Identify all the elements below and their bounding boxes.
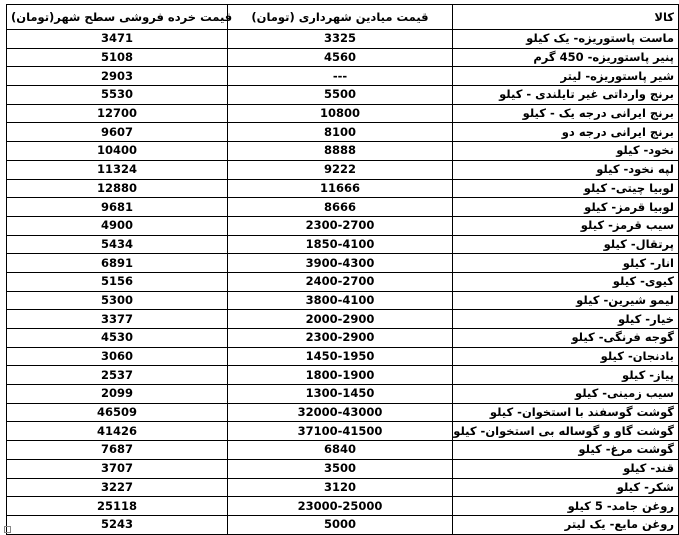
corner-handle bbox=[4, 526, 11, 533]
item-name-cell: لپه نخود- کیلو bbox=[453, 160, 679, 179]
retail-price-cell: 4900 bbox=[7, 216, 228, 235]
item-name-cell: خیار- کیلو bbox=[453, 310, 679, 329]
item-name-cell: لوبیا چیتی- کیلو bbox=[453, 179, 679, 198]
retail-price-cell: 25118 bbox=[7, 497, 228, 516]
item-name-cell: شکر- کیلو bbox=[453, 478, 679, 497]
item-name-cell: بادنجان- کیلو bbox=[453, 347, 679, 366]
retail-price-cell: 7687 bbox=[7, 441, 228, 460]
municipal-price-cell: 3500 bbox=[228, 459, 453, 478]
municipal-price-cell: 9222 bbox=[228, 160, 453, 179]
municipal-price-cell: 32000-43000 bbox=[228, 403, 453, 422]
item-name-cell: سیب زمینی- کیلو bbox=[453, 385, 679, 404]
table-row bbox=[7, 441, 679, 460]
retail-price-cell: 2903 bbox=[7, 67, 228, 86]
table-row bbox=[7, 347, 679, 366]
retail-price-cell: 5108 bbox=[7, 48, 228, 67]
municipal-price-cell: 3120 bbox=[228, 478, 453, 497]
item-name-cell: گوشت گاو و گوساله بی استخوان- کیلو bbox=[453, 422, 679, 441]
municipal-price-cell: 8666 bbox=[228, 198, 453, 217]
item-name-cell: برنج وارداتی غیر تایلندی - کیلو bbox=[453, 86, 679, 105]
table-row bbox=[7, 30, 679, 49]
municipal-price-cell: 5000 bbox=[228, 515, 453, 534]
retail-price-cell: 4530 bbox=[7, 329, 228, 348]
municipal-price-cell: 3800-4100 bbox=[228, 291, 453, 310]
municipal-price-cell: 10800 bbox=[228, 104, 453, 123]
table-row bbox=[7, 67, 679, 86]
retail-price-cell: 2537 bbox=[7, 366, 228, 385]
municipal-price-cell: 2000-2900 bbox=[228, 310, 453, 329]
table-row bbox=[7, 291, 679, 310]
table-row bbox=[7, 329, 679, 348]
retail-price-cell: 3227 bbox=[7, 478, 228, 497]
table-row bbox=[7, 272, 679, 291]
municipal-price-cell: 5500 bbox=[228, 86, 453, 105]
retail-price-cell: 5530 bbox=[7, 86, 228, 105]
table-row bbox=[7, 366, 679, 385]
municipal-price-cell: 6840 bbox=[228, 441, 453, 460]
item-name-cell: سیب قرمز- کیلو bbox=[453, 216, 679, 235]
municipal-price-cell: --- bbox=[228, 67, 453, 86]
retail-price-cell: 41426 bbox=[7, 422, 228, 441]
header-row bbox=[7, 5, 679, 30]
table-row bbox=[7, 123, 679, 142]
retail-price-cell: 6891 bbox=[7, 254, 228, 273]
item-name-cell: انار- کیلو bbox=[453, 254, 679, 273]
table-row bbox=[7, 216, 679, 235]
item-name-cell: شیر پاستوریزه- لیتر bbox=[453, 67, 679, 86]
retail-price-cell: 3377 bbox=[7, 310, 228, 329]
retail-price-cell: 5434 bbox=[7, 235, 228, 254]
item-name-cell: برنج ایرانی درجه دو bbox=[453, 123, 679, 142]
municipal-price-cell: 2300-2700 bbox=[228, 216, 453, 235]
retail-price-cell: 9681 bbox=[7, 198, 228, 217]
table-row bbox=[7, 142, 679, 161]
retail-price-cell: 5243 bbox=[7, 515, 228, 534]
item-name-cell: نخود- کیلو bbox=[453, 142, 679, 161]
table-row bbox=[7, 385, 679, 404]
retail-price-cell: 3707 bbox=[7, 459, 228, 478]
municipal-price-cell: 2400-2700 bbox=[228, 272, 453, 291]
municipal-price-cell: 2300-2900 bbox=[228, 329, 453, 348]
table-row bbox=[7, 160, 679, 179]
municipal-price-cell: 8888 bbox=[228, 142, 453, 161]
item-name-cell: روغن مایع- یک لیتر bbox=[453, 515, 679, 534]
municipal-price-cell: 11666 bbox=[228, 179, 453, 198]
retail-price-cell: 9607 bbox=[7, 123, 228, 142]
item-name-cell: گوشت مرغ- کیلو bbox=[453, 441, 679, 460]
retail-price-cell: 3471 bbox=[7, 30, 228, 49]
table-row bbox=[7, 310, 679, 329]
retail-price-cell: 5300 bbox=[7, 291, 228, 310]
retail-price-cell: 46509 bbox=[7, 403, 228, 422]
table-row bbox=[7, 422, 679, 441]
item-name-cell: روغن جامد- 5 کیلو bbox=[453, 497, 679, 516]
item-name-cell: قند- کیلو bbox=[453, 459, 679, 478]
municipal-price-cell: 4560 bbox=[228, 48, 453, 67]
item-name-cell: لوبیا قرمز- کیلو bbox=[453, 198, 679, 217]
table-body bbox=[7, 30, 679, 535]
retail-price-cell: 2099 bbox=[7, 385, 228, 404]
municipal-price-cell: 3900-4300 bbox=[228, 254, 453, 273]
municipal-price-cell: 1800-1900 bbox=[228, 366, 453, 385]
item-name-cell: برنج ایرانی درجه یک - کیلو bbox=[453, 104, 679, 123]
table-row bbox=[7, 86, 679, 105]
table-row bbox=[7, 459, 679, 478]
table-row bbox=[7, 179, 679, 198]
item-name-cell: لیمو شیرین- کیلو bbox=[453, 291, 679, 310]
retail-price-cell: 12700 bbox=[7, 104, 228, 123]
table-row bbox=[7, 478, 679, 497]
table-row bbox=[7, 403, 679, 422]
item-name-cell: کیوی- کیلو bbox=[453, 272, 679, 291]
table-row bbox=[7, 515, 679, 534]
header-municipal-price: قیمت میادین شهرداری (تومان) bbox=[228, 5, 453, 30]
municipal-price-cell: 1450-1950 bbox=[228, 347, 453, 366]
item-name-cell: پنیر پاستوریزه- 450 گرم bbox=[453, 48, 679, 67]
table-row bbox=[7, 104, 679, 123]
municipal-price-cell: 1300-1450 bbox=[228, 385, 453, 404]
item-name-cell: گوشت گوسفند با استخوان- کیلو bbox=[453, 403, 679, 422]
municipal-price-cell: 23000-25000 bbox=[228, 497, 453, 516]
header-item: کالا bbox=[453, 5, 679, 30]
municipal-price-cell: 3325 bbox=[228, 30, 453, 49]
table-row bbox=[7, 497, 679, 516]
retail-price-cell: 12880 bbox=[7, 179, 228, 198]
retail-price-cell: 10400 bbox=[7, 142, 228, 161]
item-name-cell: پرتقال- کیلو bbox=[453, 235, 679, 254]
municipal-price-cell: 8100 bbox=[228, 123, 453, 142]
retail-price-cell: 11324 bbox=[7, 160, 228, 179]
municipal-price-cell: 1850-4100 bbox=[228, 235, 453, 254]
municipal-price-cell: 37100-41500 bbox=[228, 422, 453, 441]
table-row bbox=[7, 48, 679, 67]
item-name-cell: گوجه فرنگی- کیلو bbox=[453, 329, 679, 348]
table-row bbox=[7, 198, 679, 217]
retail-price-cell: 3060 bbox=[7, 347, 228, 366]
retail-price-cell: 5156 bbox=[7, 272, 228, 291]
item-name-cell: پیاز- کیلو bbox=[453, 366, 679, 385]
price-table bbox=[6, 4, 679, 535]
table-row bbox=[7, 235, 679, 254]
item-name-cell: ماست پاستوریزه- یک کیلو bbox=[453, 30, 679, 49]
header-retail-price: قیمت خرده فروشی سطح شهر(تومان) bbox=[7, 5, 228, 30]
table-row bbox=[7, 254, 679, 273]
